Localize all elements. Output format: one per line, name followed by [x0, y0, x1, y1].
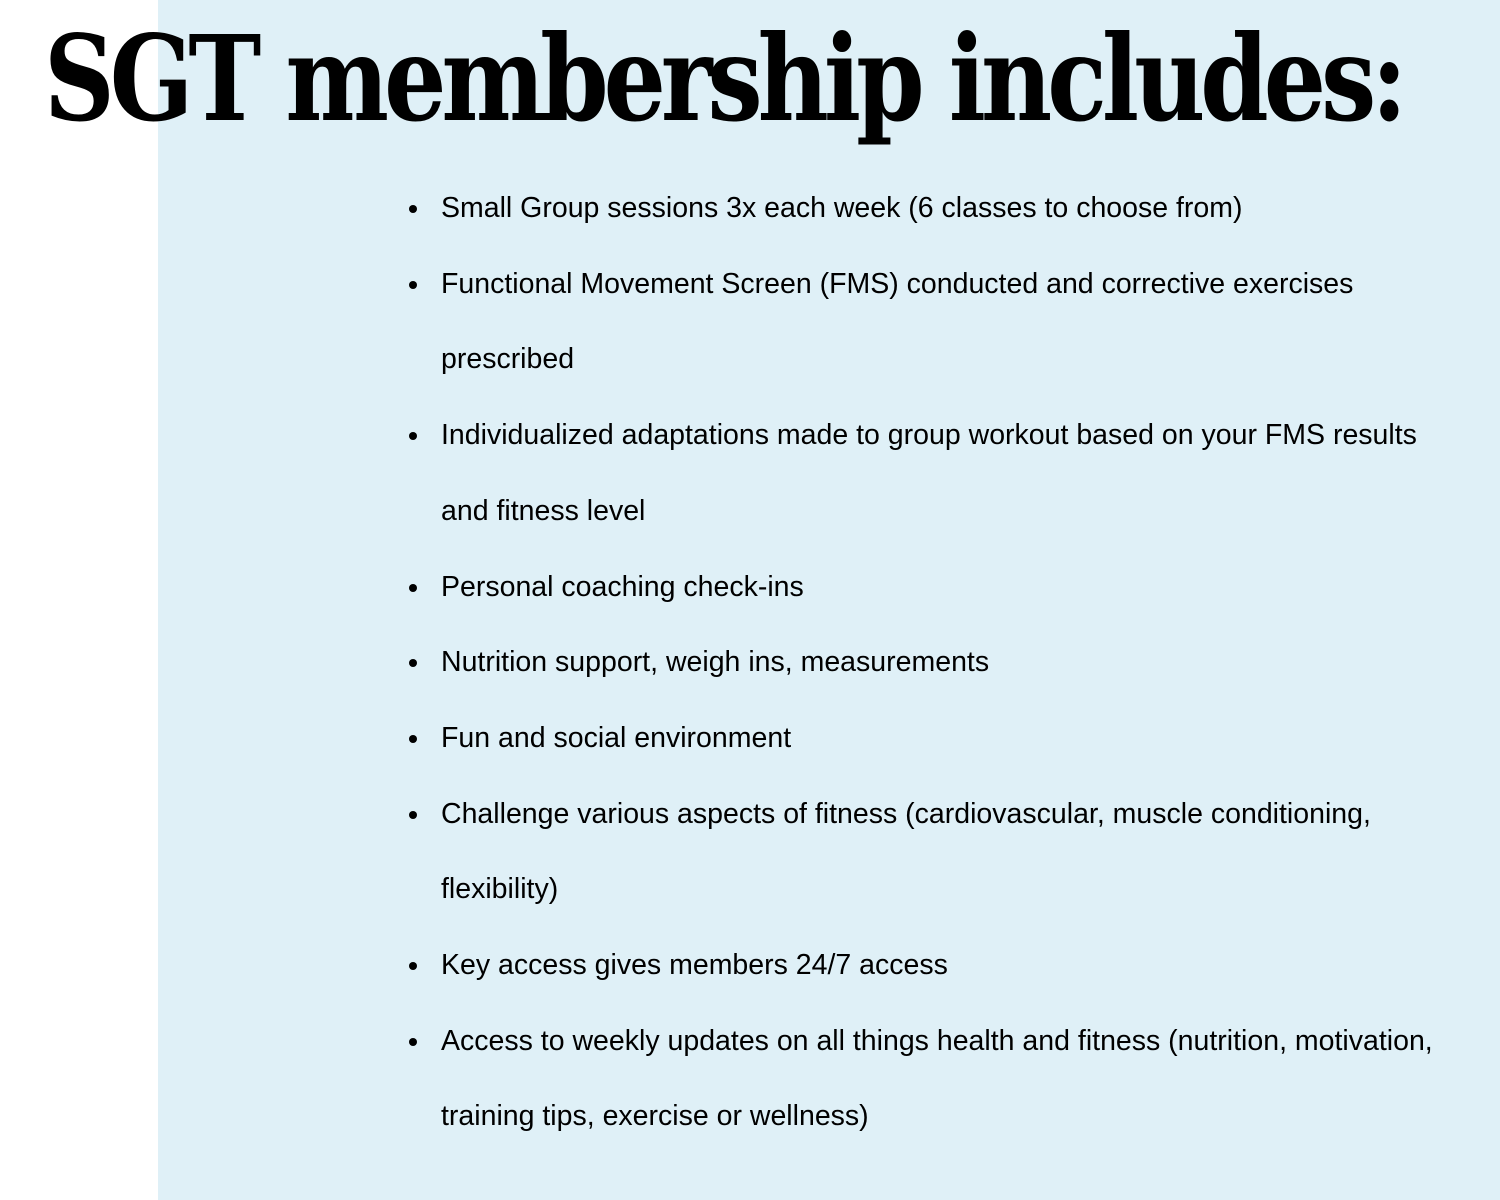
- list-item: [441, 398, 1441, 549]
- bullet-icon: [409, 205, 417, 213]
- list-item-text: Fun and social environment: [441, 721, 792, 754]
- bullet-icon: [409, 584, 417, 592]
- membership-feature-list: [441, 171, 1441, 1155]
- page-title: SGT membership includes:: [44, 9, 1403, 148]
- bullet-icon: [409, 281, 417, 289]
- list-item-text: Individualized adaptations made to group workout based on your FMS results and fitness level: [441, 419, 1417, 527]
- list-item: [441, 247, 1441, 398]
- list-item: [441, 1004, 1441, 1155]
- list-item: [441, 625, 1441, 701]
- list-item: [441, 171, 1441, 247]
- list-item: [441, 777, 1441, 928]
- list-item-text: Small Group sessions 3x each week (6 classes to choose from): [441, 192, 1243, 224]
- bullet-icon: [409, 1038, 417, 1046]
- list-item-text: Functional Movement Screen (FMS) conducted and corrective exercises prescribed: [441, 267, 1354, 376]
- list-item-text: Challenge various aspects of fitness (cardiovascular, muscle conditioning, flexibility): [441, 797, 1371, 906]
- list-item: [441, 550, 1441, 626]
- bullet-icon: [409, 735, 417, 743]
- bullet-icon: [409, 962, 417, 970]
- list-item-text: Access to weekly updates on all things health and fitness (nutrition, motivation, training tips, exercise or wellness): [441, 1024, 1433, 1133]
- list-item-text: Personal coaching check-ins: [441, 570, 804, 603]
- list-item: [441, 701, 1441, 777]
- bullet-icon: [409, 811, 417, 819]
- list-item-text: Nutrition support, weigh ins, measurements: [441, 646, 990, 679]
- list-item: [441, 928, 1441, 1004]
- list-item-text: Key access gives members 24/7 access: [441, 949, 948, 982]
